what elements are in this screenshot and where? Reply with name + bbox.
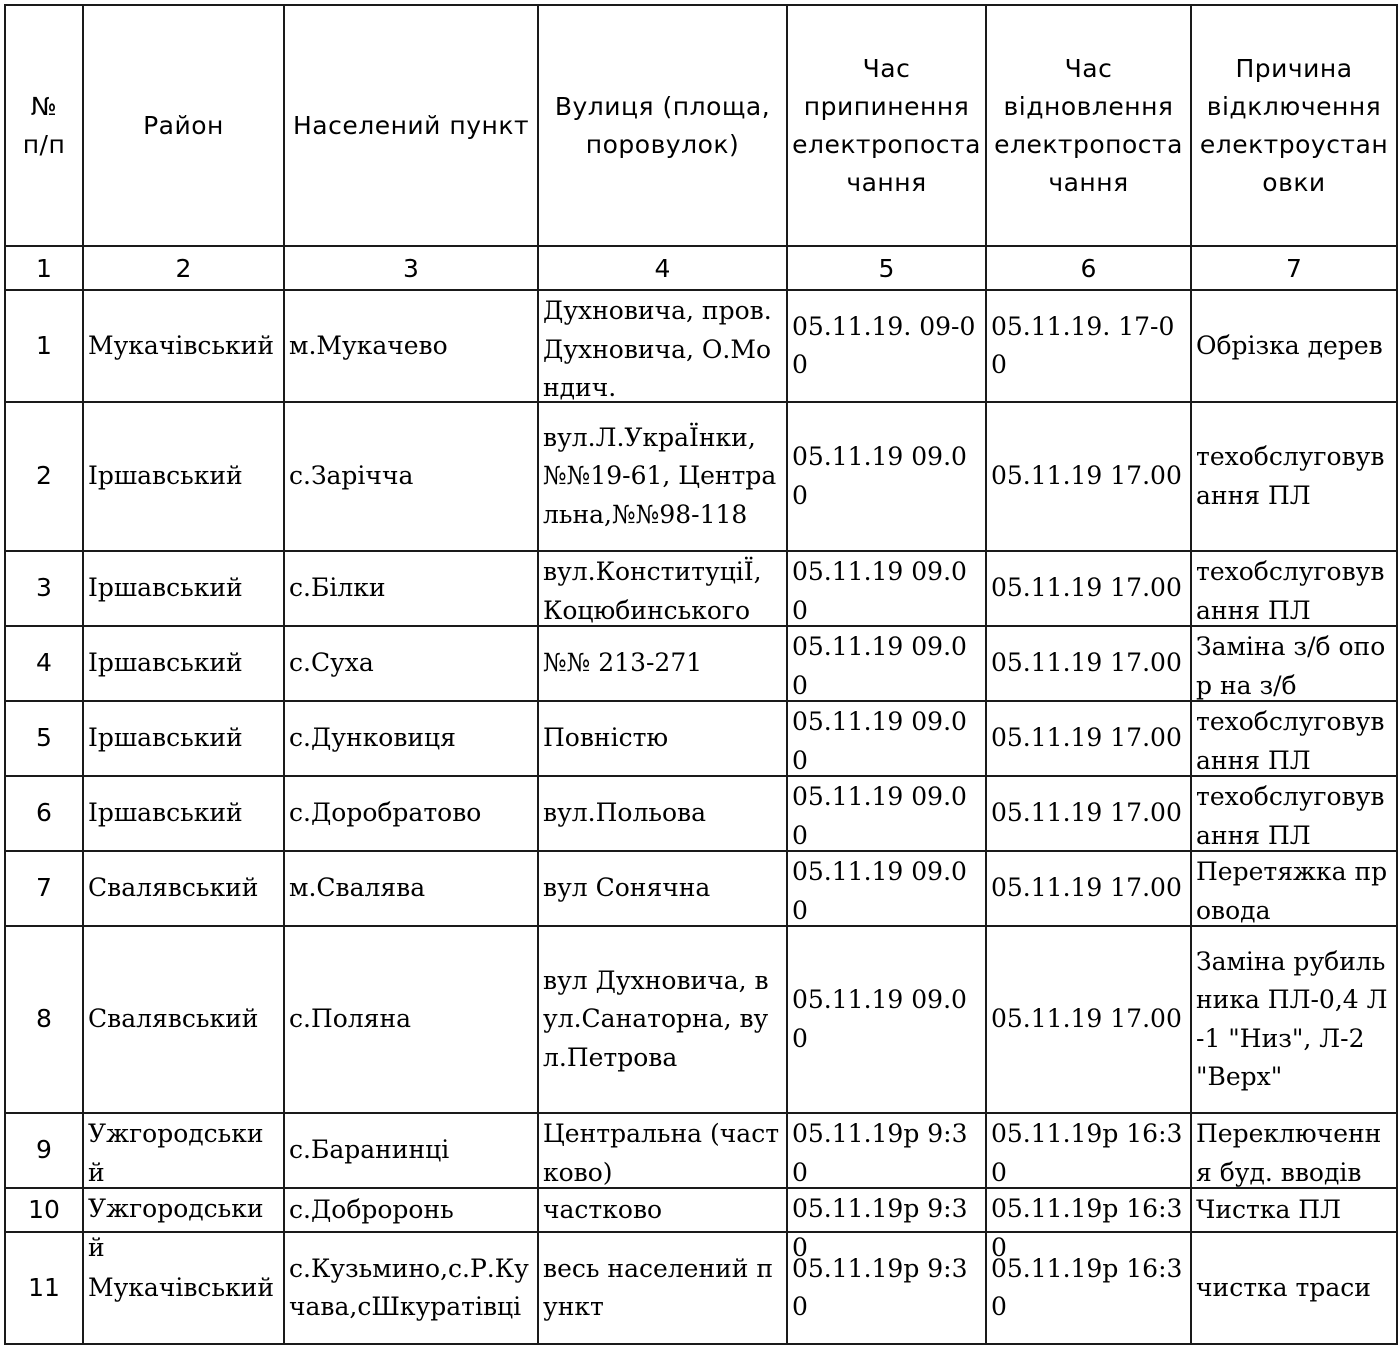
- cell-text: Іршавський: [88, 798, 243, 828]
- cell-settlement: [284, 701, 538, 776]
- cell-reason: [1191, 851, 1397, 926]
- header-reason: [1191, 5, 1397, 246]
- cell-settlement: [284, 926, 538, 1113]
- cell-settlement: [284, 1113, 538, 1188]
- cell-text: 05.11.19р 9:30: [792, 1194, 968, 1262]
- cell-text: 05.11.19 09.00: [792, 632, 967, 700]
- column-number: 4: [538, 246, 787, 290]
- cell-text: 05.11.19 09.00: [792, 782, 967, 850]
- cell-reason: [1191, 1113, 1397, 1188]
- cell-text: Ужгородський: [88, 1194, 264, 1262]
- table-row: [5, 402, 1397, 551]
- header-on-time: [986, 5, 1191, 246]
- cell-off-time: [787, 1113, 986, 1188]
- cell-on-time: [986, 926, 1191, 1113]
- cell-text: вул Сонячна: [543, 873, 711, 903]
- cell-text: 10: [28, 1194, 60, 1224]
- cell-text: 05.11.19 17.00: [991, 873, 1182, 903]
- cell-text: техобслуговування ПЛ: [1196, 707, 1385, 775]
- cell-text: 05.11.19 17.00: [991, 798, 1182, 828]
- cell-text: Переключення буд. вводів: [1196, 1119, 1382, 1187]
- cell-text: 05.11.19 09.00: [792, 442, 967, 510]
- cell-number: [5, 1113, 83, 1188]
- cell-text: 8: [36, 1004, 52, 1034]
- cell-district: [83, 776, 284, 851]
- column-number: 2: [83, 246, 284, 290]
- cell-settlement: [284, 776, 538, 851]
- table-row: [5, 701, 1397, 776]
- cell-number: [5, 926, 83, 1113]
- header-line: припинення: [803, 91, 970, 121]
- cell-street: [538, 1113, 787, 1188]
- cell-settlement: [284, 402, 538, 551]
- cell-text: 05.11.19 09.00: [792, 557, 967, 625]
- cell-street: [538, 776, 787, 851]
- header-line: Район: [143, 110, 224, 140]
- cell-number: [5, 701, 83, 776]
- table-row: [5, 776, 1397, 851]
- cell-district: [83, 551, 284, 626]
- table-row: [5, 626, 1397, 701]
- cell-text: 2: [36, 461, 52, 491]
- table-row: [5, 1113, 1397, 1188]
- cell-text: 05.11.19р 16:30: [991, 1194, 1183, 1262]
- cell-text: Духновича, пров.Духновича, О.Мондич.: [543, 296, 772, 402]
- cell-text: 05.11.19. 17-00: [991, 311, 1175, 379]
- cell-text: 05.11.19 17.00: [991, 461, 1182, 491]
- header-settlement: [284, 5, 538, 246]
- cell-text: 11: [28, 1272, 60, 1302]
- cell-off-time: [787, 851, 986, 926]
- cell-text: с.Доброронь: [289, 1194, 454, 1224]
- table-row: [5, 926, 1397, 1113]
- header-district: [83, 5, 284, 246]
- header-line: відключення: [1206, 91, 1382, 121]
- header-line: п/п: [22, 129, 66, 159]
- cell-off-time: [787, 626, 986, 701]
- cell-text: 1: [36, 330, 52, 360]
- cell-text: с.Білки: [289, 573, 386, 603]
- cell-text: Мукачівський: [88, 330, 274, 360]
- cell-on-time: [986, 402, 1191, 551]
- cell-text: техобслуговування ПЛ: [1196, 442, 1385, 510]
- cell-number: [5, 551, 83, 626]
- cell-text: 05.11.19 09.00: [792, 985, 967, 1053]
- cell-number: [5, 290, 83, 402]
- cell-text: чистка траси: [1196, 1272, 1371, 1302]
- cell-text: Повністю: [543, 723, 669, 753]
- cell-text: Іршавський: [88, 723, 243, 753]
- cell-text: с.Поляна: [289, 1004, 412, 1034]
- table-row: [5, 1232, 1397, 1344]
- cell-street: [538, 1188, 787, 1232]
- cell-text: 5: [36, 723, 52, 753]
- cell-text: вул.Л.УкраЇнки, №№19-61, Центральна,№№98-118: [543, 422, 777, 529]
- column-number: 6: [986, 246, 1191, 290]
- cell-text: вул.Польова: [543, 798, 706, 828]
- column-number: 1: [5, 246, 83, 290]
- cell-off-time: [787, 1232, 986, 1344]
- cell-text: 05.11.19р 16:30: [991, 1119, 1183, 1187]
- cell-on-time: [986, 1232, 1191, 1344]
- cell-settlement: [284, 1232, 538, 1344]
- cell-text: Заміна з/б опор на з/б: [1196, 632, 1386, 700]
- cell-off-time: [787, 402, 986, 551]
- cell-text: 05.11.19р 9:30: [792, 1253, 968, 1321]
- cell-off-time: [787, 551, 986, 626]
- column-number: 7: [1191, 246, 1397, 290]
- cell-street: [538, 701, 787, 776]
- cell-text: Іршавський: [88, 648, 243, 678]
- cell-text: с.Баранинці: [289, 1135, 450, 1165]
- cell-street: [538, 926, 787, 1113]
- cell-number: [5, 851, 83, 926]
- cell-reason: [1191, 402, 1397, 551]
- table-row: [5, 290, 1397, 402]
- cell-text: 05.11.19 17.00: [991, 573, 1182, 603]
- cell-text: Ужгородський: [88, 1119, 264, 1187]
- cell-settlement: [284, 1188, 538, 1232]
- header-line: Час: [862, 53, 911, 83]
- cell-street: [538, 551, 787, 626]
- cell-text: техобслуговування ПЛ: [1196, 557, 1385, 625]
- cell-on-time: [986, 701, 1191, 776]
- cell-street: [538, 290, 787, 402]
- cell-text: 7: [36, 873, 52, 903]
- cell-text: Іршавський: [88, 461, 243, 491]
- cell-district: [83, 701, 284, 776]
- header-line: відновлення: [1003, 91, 1174, 121]
- cell-street: [538, 402, 787, 551]
- header-line: електропоста: [994, 129, 1183, 159]
- cell-number: [5, 402, 83, 551]
- header-row: [5, 5, 1397, 246]
- cell-text: №№ 213-271: [543, 648, 703, 678]
- cell-off-time: [787, 926, 986, 1113]
- cell-off-time: [787, 1188, 986, 1262]
- cell-text: Центральна (частково): [543, 1119, 780, 1187]
- cell-text: частково: [543, 1194, 663, 1224]
- cell-text: с.Дунковиця: [289, 723, 456, 753]
- cell-district: [83, 926, 284, 1113]
- cell-settlement: [284, 626, 538, 701]
- cell-on-time: [986, 1113, 1191, 1188]
- cell-text: 05.11.19р 9:30: [792, 1119, 968, 1187]
- cell-text: 05.11.19 09.00: [792, 707, 967, 775]
- cell-text: с.Кузьмино,с.Р.Кучава,сШкуратівці: [289, 1253, 529, 1321]
- cell-district: [83, 851, 284, 926]
- cell-district: [83, 1232, 284, 1344]
- header-line: електропоста: [792, 129, 981, 159]
- cell-reason: [1191, 776, 1397, 851]
- outage-schedule-table: [4, 4, 1398, 1345]
- cell-district: [83, 402, 284, 551]
- cell-text: Обрізка дерев: [1196, 330, 1383, 360]
- cell-text: Свалявський: [88, 873, 259, 903]
- cell-text: 05.11.19 17.00: [991, 648, 1182, 678]
- cell-number: [5, 1188, 83, 1232]
- column-number-row: [5, 246, 1397, 290]
- header-line: №: [30, 91, 58, 121]
- cell-text: вул.КонституціЇ, Коцюбинського: [543, 557, 762, 625]
- header-line: чання: [846, 167, 927, 197]
- cell-reason: [1191, 701, 1397, 776]
- cell-settlement: [284, 851, 538, 926]
- cell-text: 05.11.19р 16:30: [991, 1253, 1183, 1321]
- cell-text: Мукачівський: [88, 1272, 274, 1302]
- cell-reason: [1191, 1188, 1397, 1232]
- cell-reason: [1191, 626, 1397, 701]
- cell-text: Перетяжка провода: [1196, 857, 1388, 925]
- header-street: [538, 5, 787, 246]
- cell-number: [5, 776, 83, 851]
- cell-text: 05.11.19. 09-00: [792, 311, 976, 379]
- cell-text: техобслуговування ПЛ: [1196, 782, 1385, 850]
- cell-district: [83, 290, 284, 402]
- cell-text: с.Суха: [289, 648, 374, 678]
- cell-off-time: [787, 701, 986, 776]
- cell-text: Іршавський: [88, 573, 243, 603]
- header-line: Вулиця (площа,: [554, 91, 771, 121]
- cell-text: весь населений пункт: [543, 1253, 774, 1321]
- cell-text: с.Зарічча: [289, 461, 414, 491]
- table-row: [5, 551, 1397, 626]
- cell-on-time: [986, 290, 1191, 402]
- cell-settlement: [284, 551, 538, 626]
- cell-number: [5, 626, 83, 701]
- cell-text: 3: [36, 573, 52, 603]
- column-number: 3: [284, 246, 538, 290]
- header-line: Причина: [1235, 53, 1353, 83]
- cell-text: 05.11.19 17.00: [991, 1004, 1182, 1034]
- cell-text: Заміна рубильника ПЛ-0,4 Л-1 "Низ", Л-2 "Верх": [1196, 946, 1388, 1091]
- cell-text: 6: [36, 798, 52, 828]
- cell-street: [538, 851, 787, 926]
- cell-on-time: [986, 776, 1191, 851]
- cell-reason: [1191, 551, 1397, 626]
- cell-off-time: [787, 290, 986, 402]
- header-line: Населений пункт: [292, 110, 530, 140]
- cell-text: Чистка ПЛ: [1196, 1194, 1341, 1224]
- cell-settlement: [284, 290, 538, 402]
- cell-on-time: [986, 851, 1191, 926]
- header-line: овки: [1262, 167, 1326, 197]
- cell-text: 05.11.19 17.00: [991, 723, 1182, 753]
- cell-text: 05.11.19 09.00: [792, 857, 967, 925]
- cell-text: вул Духновича, вул.Санаторна, вул.Петрова: [543, 965, 769, 1072]
- table-row: [5, 851, 1397, 926]
- table-row: [5, 1188, 1397, 1232]
- cell-street: [538, 626, 787, 701]
- column-number: 5: [787, 246, 986, 290]
- cell-district: [83, 626, 284, 701]
- cell-reason: [1191, 1232, 1397, 1344]
- header-line: чання: [1048, 167, 1129, 197]
- cell-text: 4: [36, 648, 52, 678]
- cell-reason: [1191, 926, 1397, 1113]
- cell-reason: [1191, 290, 1397, 402]
- cell-district: [83, 1113, 284, 1188]
- cell-district: [83, 1188, 284, 1262]
- header-number: [5, 5, 83, 246]
- header-line: поровулок): [585, 129, 740, 159]
- cell-text: м.Свалява: [289, 873, 426, 903]
- header-off-time: [787, 5, 986, 246]
- cell-street: [538, 1232, 787, 1344]
- cell-text: с.Доробратово: [289, 798, 482, 828]
- cell-text: Свалявський: [88, 1004, 259, 1034]
- cell-text: м.Мукачево: [289, 330, 448, 360]
- cell-off-time: [787, 776, 986, 851]
- header-line: Час: [1064, 53, 1113, 83]
- cell-text: 9: [36, 1135, 52, 1165]
- cell-number: [5, 1232, 83, 1344]
- cell-on-time: [986, 551, 1191, 626]
- cell-on-time: [986, 626, 1191, 701]
- cell-on-time: [986, 1188, 1191, 1262]
- header-line: електроустан: [1199, 129, 1389, 159]
